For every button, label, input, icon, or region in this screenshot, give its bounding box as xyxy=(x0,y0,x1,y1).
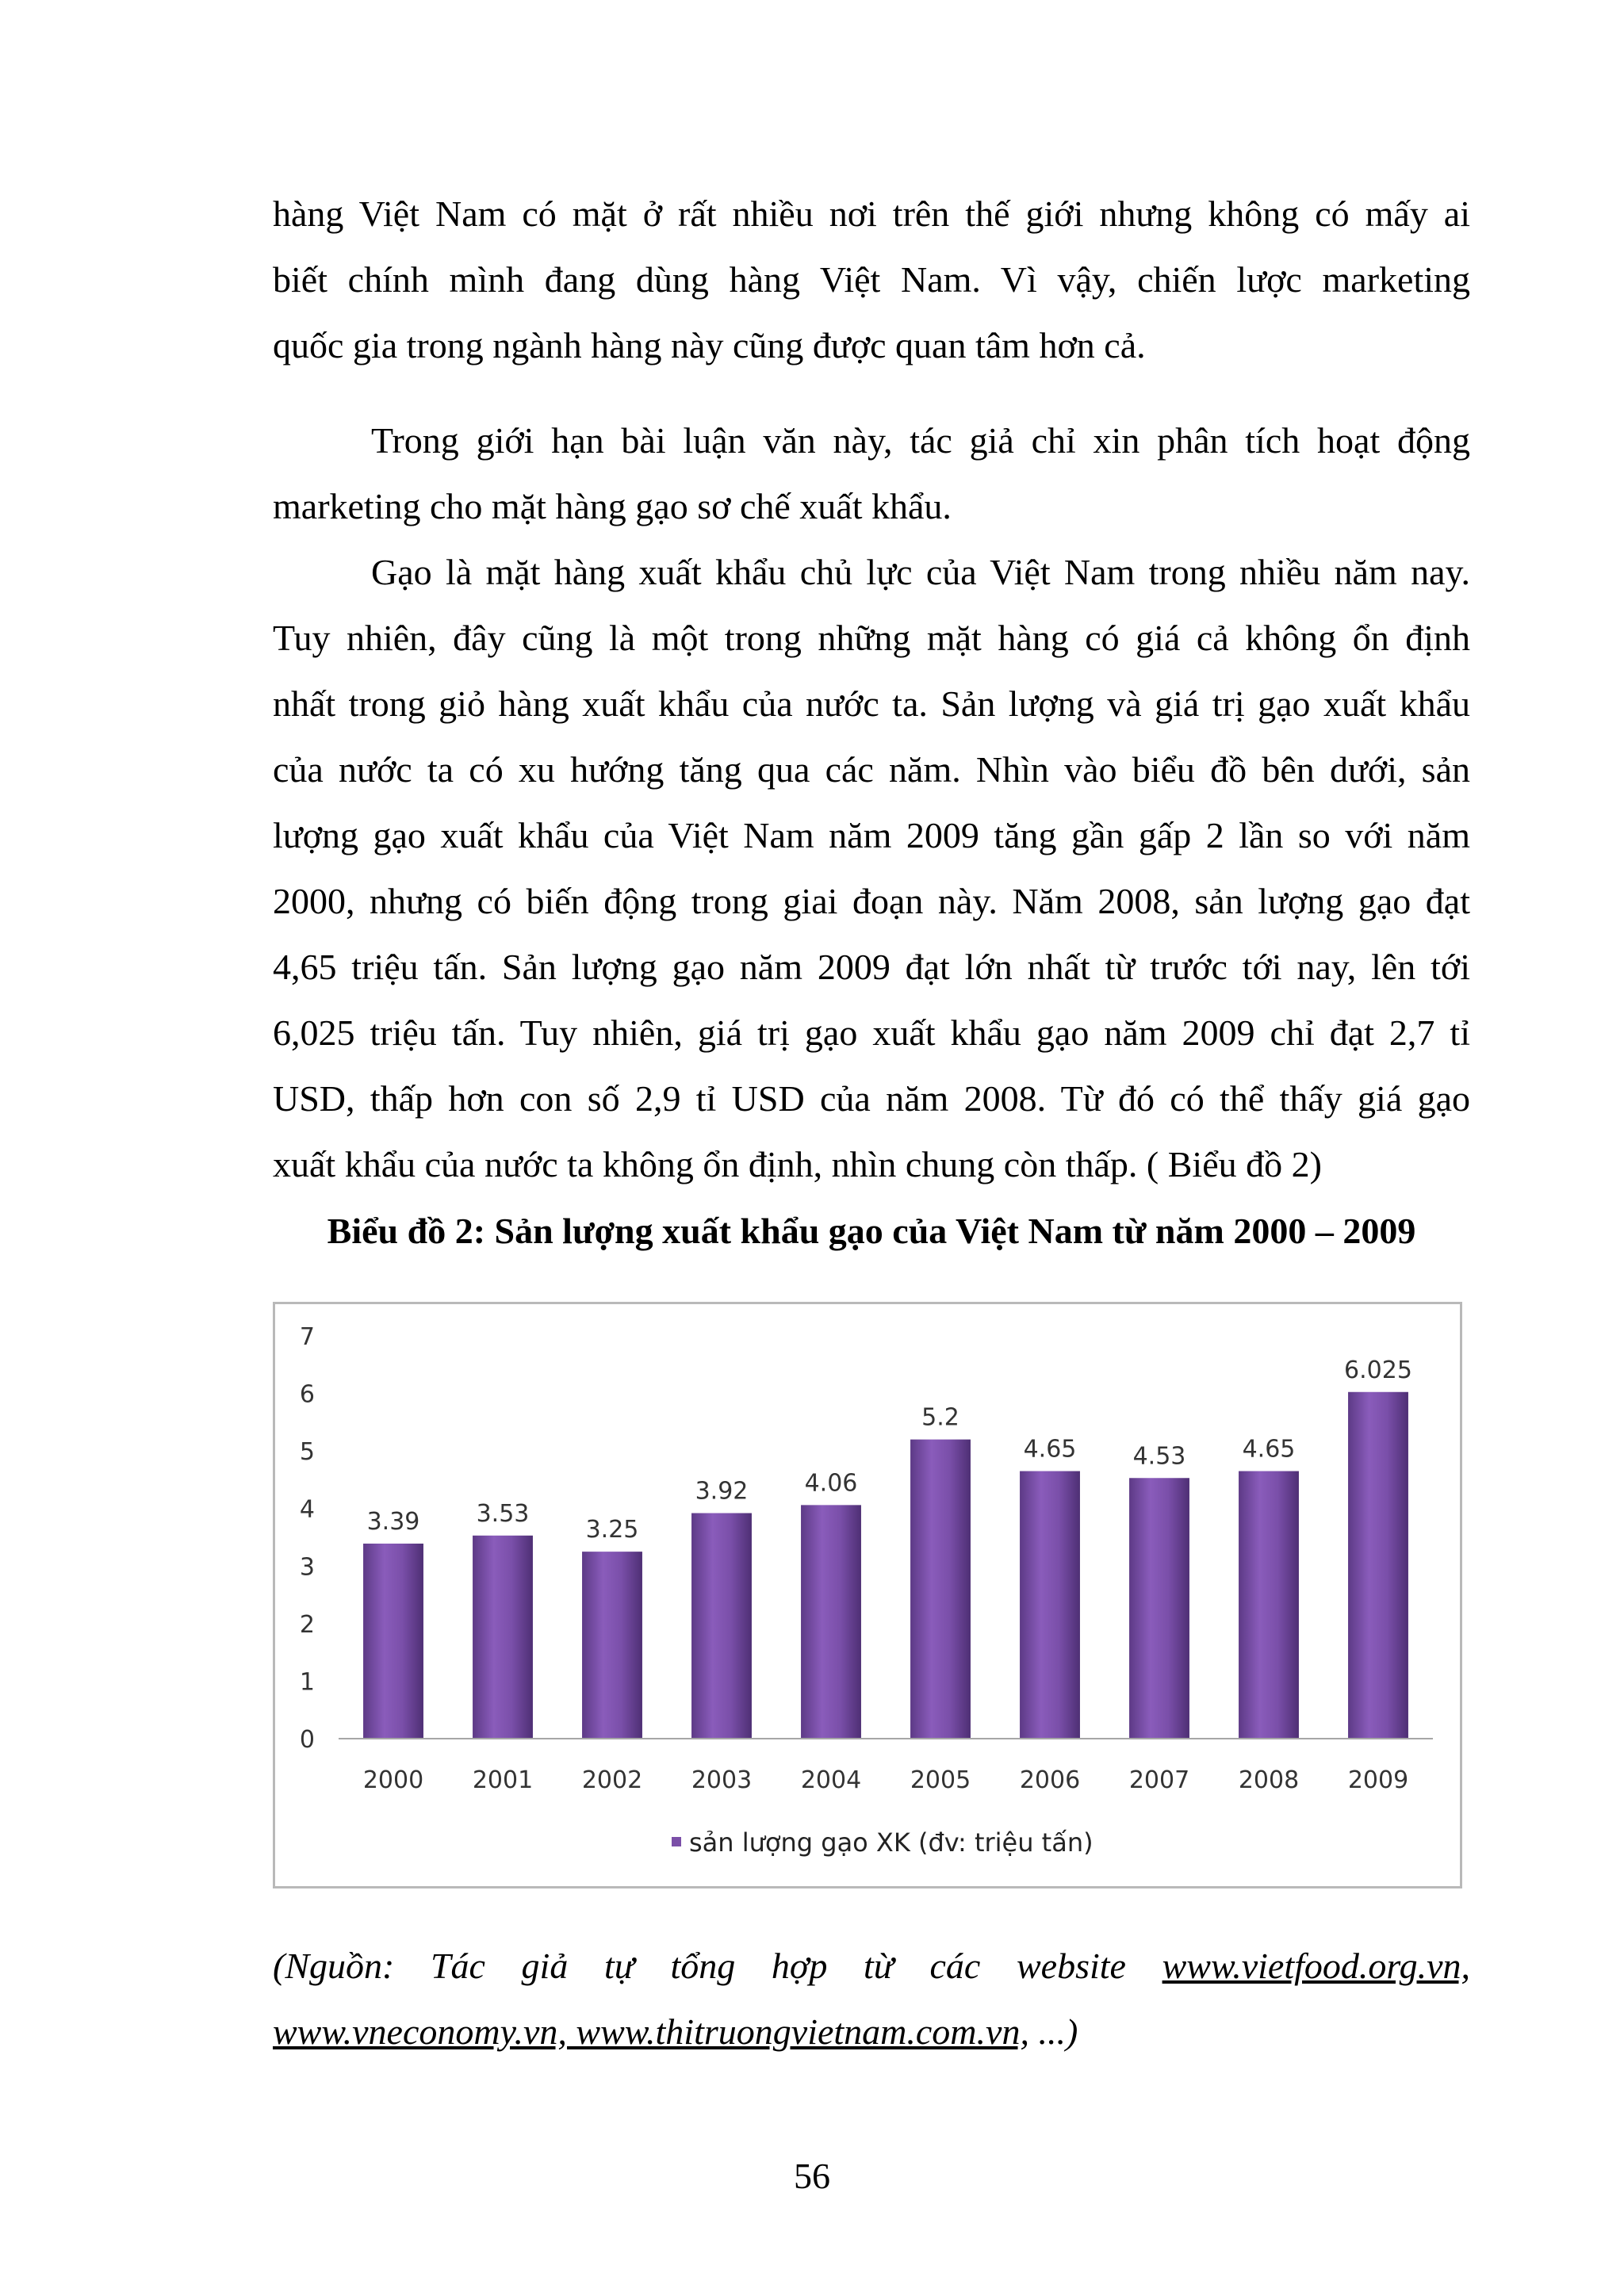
y-tick-label: 2 xyxy=(299,1610,315,1639)
y-tick-label: 3 xyxy=(299,1553,315,1582)
source-line-2 xyxy=(273,1999,1470,2064)
source-links[interactable]: www.vneconomy.vn, www.thitruongvietnam.com.vn, xyxy=(273,2011,1029,2052)
y-axis-ticks xyxy=(300,1323,315,1754)
x-tick-label: 2004 xyxy=(800,1766,862,1794)
bar-chart xyxy=(275,1304,1460,1886)
bar-2007 xyxy=(1129,1478,1189,1739)
chart-legend xyxy=(672,1827,1094,1858)
text-line: Trong giới hạn bài luận văn này, tác giả chỉ xin phân tích hoạt động xyxy=(371,420,1470,461)
bar-2006 xyxy=(1020,1471,1080,1739)
text-line: biết chính mình đang dùng hàng Việt Nam. Vì vậy, chiến lược marketing xyxy=(273,259,1470,300)
x-tick-label: 2001 xyxy=(472,1766,534,1794)
data-label: 6.025 xyxy=(1344,1356,1412,1384)
legend-swatch xyxy=(672,1837,681,1846)
y-tick-label: 1 xyxy=(299,1668,315,1697)
bar-2004 xyxy=(801,1505,861,1739)
x-tick-label: 2009 xyxy=(1347,1766,1409,1794)
bar-2003 xyxy=(691,1513,752,1739)
data-label: 3.53 xyxy=(476,1499,530,1528)
x-tick-label: 2005 xyxy=(910,1766,971,1794)
text-line: Tuy nhiên, đây cũng là một trong những mặt hàng có giá cả không ổn định xyxy=(273,618,1470,658)
text-line: lượng gạo xuất khẩu của Việt Nam năm 2009 tăng gần gấp 2 lần so với năm xyxy=(273,815,1470,855)
chart-caption: Biểu đồ 2: Sản lượng xuất khẩu gạo của Việt Nam từ năm 2000 – 2009 xyxy=(327,1211,1416,1251)
x-tick-label: 2003 xyxy=(691,1766,753,1794)
bar-2005 xyxy=(910,1440,971,1739)
x-tick-label: 2007 xyxy=(1128,1766,1190,1794)
y-tick-label: 4 xyxy=(299,1495,315,1524)
source-note xyxy=(273,1933,1470,2064)
x-axis-ticks xyxy=(363,1766,1408,1794)
y-tick-label: 5 xyxy=(299,1438,315,1467)
data-label: 4.06 xyxy=(804,1469,858,1498)
text-line: 6,025 triệu tấn. Tuy nhiên, giá trị gạo xuất khẩu gạo năm 2009 chỉ đạt 2,7 tỉ xyxy=(273,1012,1470,1053)
bar-2000 xyxy=(363,1544,423,1739)
x-tick-label: 2008 xyxy=(1238,1766,1300,1794)
text-line: quốc gia trong ngành hàng này cũng được quan tâm hơn cả. xyxy=(273,325,1146,365)
text-line: hàng Việt Nam có mặt ở rất nhiều nơi trên thế giới nhưng không có mấy ai xyxy=(273,193,1470,234)
paragraph-3 xyxy=(273,539,1470,1197)
data-label: 3.92 xyxy=(695,1477,749,1506)
data-label: 3.25 xyxy=(585,1516,639,1544)
text-line: của nước ta có xu hướng tăng qua các năm. Nhìn vào biểu đồ bên dưới, sản xyxy=(273,749,1470,790)
source-link-vietfood[interactable]: www.vietfood.org.vn, xyxy=(1162,1946,1470,1986)
chart-frame xyxy=(273,1302,1462,1888)
data-label: 4.65 xyxy=(1242,1435,1296,1464)
bar-2009 xyxy=(1348,1392,1408,1739)
text-line: 4,65 triệu tấn. Sản lượng gạo năm 2009 đạt lớn nhất từ trước tới nay, lên tới xyxy=(273,947,1470,987)
source-line-1 xyxy=(273,1933,1470,1999)
page-number: 56 xyxy=(794,2156,830,2196)
text-line: marketing cho mặt hàng gạo sơ chế xuất khẩu. xyxy=(273,486,952,526)
text-line: 2000, nhưng có biến động trong giai đoạn này. Năm 2008, sản lượng gạo đạt xyxy=(273,881,1470,921)
legend-label: sản lượng gạo XK (đv: triệu tấn) xyxy=(689,1827,1094,1858)
source-suffix: ...) xyxy=(1028,2011,1078,2052)
data-label: 4.53 xyxy=(1132,1442,1186,1471)
text-line: xuất khẩu của nước ta không ổn định, nhìn chung còn thấp. ( Biểu đồ 2) xyxy=(273,1144,1322,1184)
data-label: 5.2 xyxy=(921,1403,959,1432)
data-label: 4.65 xyxy=(1023,1435,1077,1464)
x-tick-label: 2006 xyxy=(1019,1766,1081,1794)
paragraph-1 xyxy=(273,181,1470,378)
text-line: USD, thấp hơn con số 2,9 tỉ USD của năm 2008. Từ đó có thể thấy giá gạo xyxy=(273,1078,1470,1119)
y-tick-label: 0 xyxy=(299,1726,315,1754)
bar-2002 xyxy=(582,1552,642,1739)
data-label: 3.39 xyxy=(366,1507,420,1536)
text-line: Gạo là mặt hàng xuất khẩu chủ lực của Việt Nam trong nhiều năm nay. xyxy=(371,552,1470,592)
paragraph-2 xyxy=(273,408,1470,539)
source-prefix: (Nguồn: Tác giả tự tổng hợp từ các website xyxy=(273,1946,1162,1986)
text-line: nhất trong giỏ hàng xuất khẩu của nước ta. Sản lượng và giá trị gạo xuất khẩu xyxy=(273,683,1470,724)
x-tick-label: 2000 xyxy=(362,1766,424,1794)
y-tick-label: 7 xyxy=(299,1323,315,1351)
x-tick-label: 2002 xyxy=(581,1766,643,1794)
y-tick-label: 6 xyxy=(299,1380,315,1409)
bar-2008 xyxy=(1239,1471,1299,1739)
bar-2001 xyxy=(473,1536,533,1739)
